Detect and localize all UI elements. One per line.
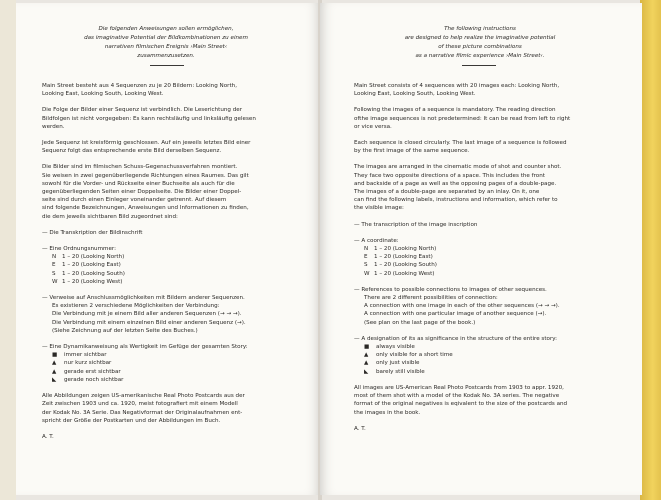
grid-row: S 1 – 20 (Looking South): [52, 270, 125, 277]
grid-row: N 1 – 20 (Looking North): [364, 246, 437, 253]
list-item: — A coordinate: N 1 – 20 (Looking North) E 1 – 20 (Looking East) S 1 – 20 (Looking South) W 1 – 20 (Looking West): [354, 237, 624, 278]
paragraph: Die Bilder sind im filmischen Schuss-Gegenschussverfahren montiert. Sie weisen in zwei gegenüberliegende Richtungen eines Raumes. Das gilt sowohl für die Vorder- und Rückseite einer Buchseite als auch für die gegenüberliegenden Seiten einer Doppelseite. Die Bilder einer Doppel- seite sind durch einen Einleger voneinander getrennt. Auf diesem sind folgende Bezeichnungen, Anweisungen und Informationen zu finden, die dem jeweils sichtbaren Bild zugeordnet sind:: [42, 164, 249, 220]
triangle-icon: ▲: [52, 360, 57, 367]
paragraph: Jede Sequenz ist kreisförmig geschlossen. Auf ein jeweils letztes Bild einer Sequenz folgt das entsprechende erste Bild derselben Sequenz.: [42, 140, 251, 155]
grid-row: E 1 – 20 (Looking East): [364, 254, 433, 261]
list-item: — A designation of its as significance in the structure of the entire story: ■ always visible ▲ only visible for a short time ▲ only just visible ◣ barely still visible: [354, 335, 558, 375]
triangle-icon: ▲: [364, 360, 369, 367]
grid-row: W 1 – 20 (Looking West): [364, 270, 435, 277]
intro-line: Die folgenden Anweisungen sollen ermöglichen,: [98, 26, 234, 32]
grid-row: W 1 – 20 (Looking West): [52, 278, 123, 285]
right-page: [320, 3, 642, 495]
grid-row: S 1 – 20 (Looking South): [364, 262, 437, 269]
paragraph: Alle Abbildungen zeigen US-amerikanische Real Photo Postcards aus der Zeit zwischen 1903 und ca. 1920, meist fotografiert mit einem Modell der Kodak No. 3A Serie. Das Negativformat der Originalaufnahmen ent- spricht der Größe der Postkarten und der Abbildungen im Buch.: [42, 393, 245, 424]
paragraph: Die Folge der Bilder einer Sequenz ist verbindlich. Die Leserichtung der Bildfolgen ist nicht vorgegeben: Es kann rechtsläufig und linksläufig gelesen werden.: [42, 107, 256, 130]
body-german: [42, 82, 296, 441]
intro-line: zusammenzusetzen.: [137, 53, 195, 59]
intro-german: [56, 25, 276, 61]
grid-row: E 1 – 20 (Looking East): [52, 262, 121, 269]
triangle-icon: ▲: [364, 352, 369, 359]
list-item: — Eine Ordnungsnummer: N 1 – 20 (Looking North) E 1 – 20 (Looking East) S 1 – 20 (Looking South) W 1 – 20 (Looking West): [42, 245, 296, 286]
divider: [462, 65, 496, 66]
paragraph: The images are arranged in the cinematic mode of shot and counter shot. They face two opposite directions of a space. This includes the front and backside of a page as well as the opposing pages of a double-page. The images of a double-page are separated by an inlay. On it, one can find the following labels, instructions and information, which refer to the visible image:: [354, 164, 562, 212]
paragraph: All images are US-American Real Photo Postcards from 1903 to appr. 1920, most of them shot with a model of the Kodak No. 3A series. The negative format of the original negatives is eqivalent to the size of the postcards and the images in the book.: [354, 384, 568, 416]
list-item: — Eine Dynamikanweisung als Wertigkeit im Gefüge der gesamten Story: ■ immer sichtbar ▲ nur kurz sichtbar ▲ gerade erst sichtbar ◣ gerade noch sichtbar: [42, 344, 248, 383]
square-icon: ■: [52, 352, 58, 359]
paragraph: Main Street consists of 4 sequences with 20 images each: Looking North, Looking East, Looking South, Looking West.: [354, 83, 560, 98]
paragraph: Each sequence is closed circularly. The last image of a sequence is followed by the first image of the same sequence.: [354, 140, 567, 155]
corner-triangle-icon: ◣: [52, 376, 57, 383]
body-english: [354, 82, 624, 433]
signature: A. T.: [42, 433, 54, 440]
corner-triangle-icon: ◣: [364, 368, 369, 375]
paragraph: Main Street besteht aus 4 Sequenzen zu je 20 Bildern: Looking North, Looking East, Looking South, Looking West.: [42, 83, 237, 98]
intro-english: The following instructions are designed to help realize the imaginative potential of these picture combinations as a narrative filmic experience ›Main Street‹.: [404, 26, 556, 59]
book-cover-edge: [640, 0, 661, 500]
book-edge: [0, 0, 16, 500]
list-item: — Die Transkription der Bildinschrift: [42, 229, 143, 236]
signature: A. T.: [354, 425, 366, 432]
divider: [150, 65, 184, 66]
list-item: — References to possible connections to images of other sequences. There are 2 different possibilities of connection: A connection with one image in each of the other sequences (→ → →). A connection with one particular image of another sequence (→). (See plan on the last page of the book.): [354, 286, 560, 326]
triangle-icon: ▲: [52, 368, 57, 375]
grid-row: N 1 – 20 (Looking North): [52, 254, 125, 261]
intro-line: das imaginative Potential der Bildkombinationen zu einem: [84, 35, 248, 41]
intro-line: narrativen filmischen Ereignis ›Main Street‹: [104, 44, 228, 50]
list-item: — Verweise auf Anschlussmöglichkeiten mit Bildern anderer Sequenzen. Es existieren 2 verschiedene Möglichkeiten der Verbindung: Die Verbindung mit je einem Bild aller anderen Sequenzen (→ → →). Die Verbindung mit einem einzelnen Bild einer anderen Sequenz (→). (Siehe Zeichnung auf der letzten Seite des Buches.): [42, 295, 246, 334]
paragraph: Following the images of a sequence is mandatory. The reading direction ofthe image sequences is not predetermined: It can be read from left to right or vice versa.: [354, 107, 571, 130]
list-item: — The transcription of the image inscription: [354, 221, 478, 228]
left-page: [16, 3, 320, 495]
square-icon: ■: [364, 344, 370, 351]
